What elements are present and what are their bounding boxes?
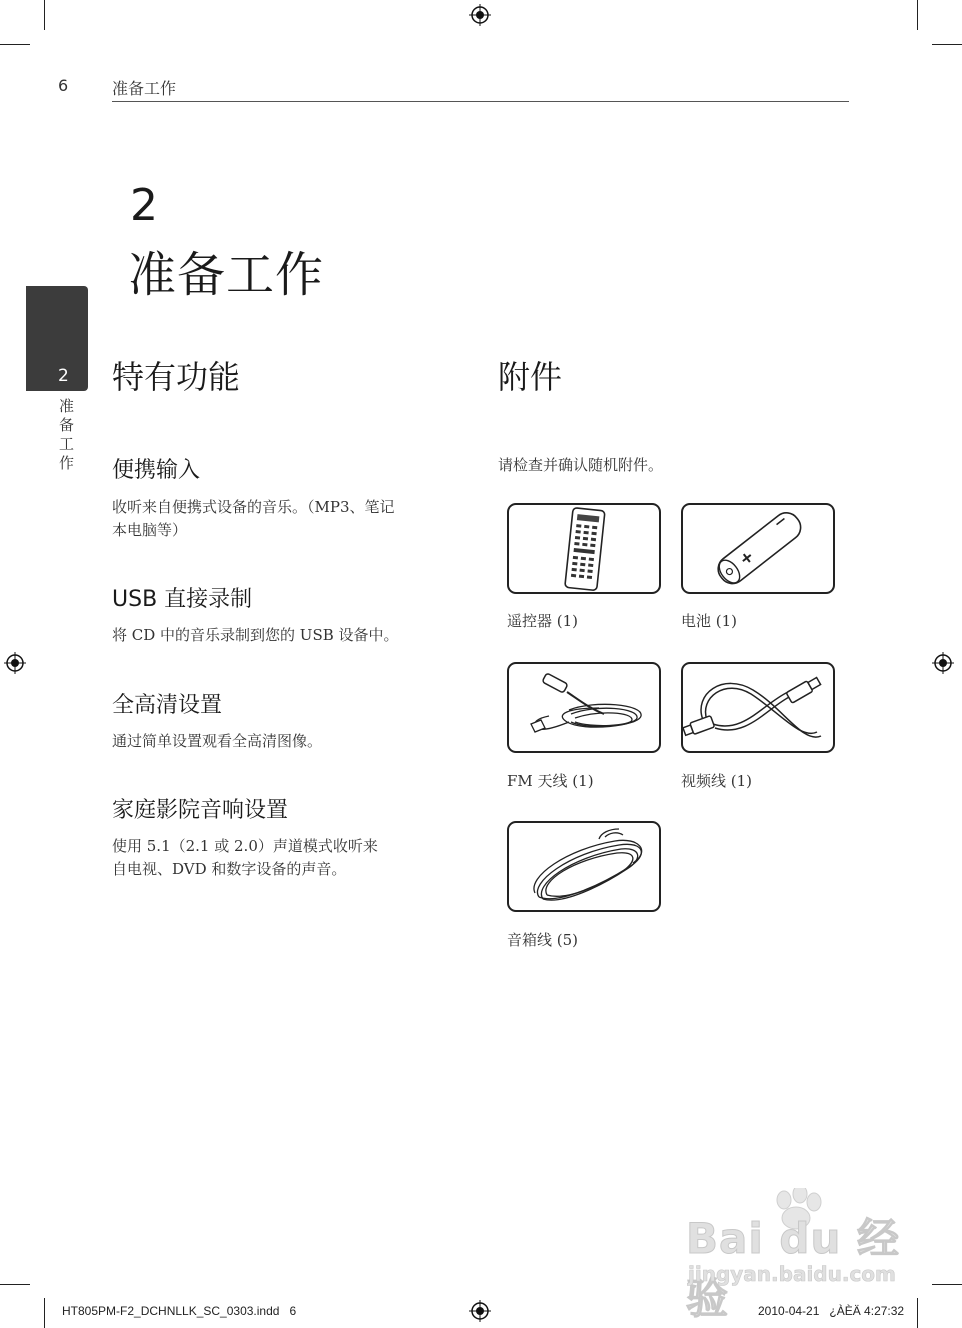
accessory-card-video-cable: [681, 662, 835, 753]
fm-antenna-icon: [509, 664, 659, 751]
registration-mark-icon: [932, 652, 954, 674]
crop-mark: [932, 1284, 962, 1285]
accessory-label: FM 天线 (1): [507, 772, 594, 790]
battery-icon: [683, 505, 833, 592]
accessory-label: 视频线 (1): [681, 772, 753, 790]
crop-mark: [0, 44, 30, 45]
chapter-side-tab: [26, 286, 88, 391]
registration-mark-icon: [469, 4, 491, 26]
feature-description-line: 将 CD 中的音乐录制到您的 USB 设备中。: [112, 626, 399, 644]
features-section-title: 特有功能: [112, 358, 241, 396]
chapter-title: 准备工作: [128, 247, 325, 303]
crop-mark: [44, 0, 45, 30]
chapter-number: 2: [130, 180, 158, 231]
crop-mark: [917, 1298, 918, 1328]
crop-mark: [0, 1284, 30, 1285]
crop-mark: [917, 0, 918, 30]
crop-mark: [44, 1298, 45, 1328]
feature-description-line: 自电视、DVD 和数字设备的声音。: [112, 860, 347, 878]
remote-control-icon: [509, 505, 659, 592]
feature-title: 全高清设置: [112, 693, 223, 718]
accessory-card-remote: [507, 503, 661, 594]
video-cable-icon: [683, 664, 833, 751]
feature-title: 便携输入: [112, 458, 201, 483]
watermark-url: jingyan.baidu.com: [688, 1262, 896, 1286]
accessories-intro: 请检查并确认随机附件。: [498, 456, 664, 474]
feature-description: [112, 835, 472, 881]
accessory-label: 电池 (1): [681, 612, 738, 630]
running-title: 准备工作: [112, 79, 177, 98]
feature-description-line: 收听来自便携式设备的音乐。（MP3、笔记: [112, 498, 395, 516]
page-number: 6: [58, 76, 69, 95]
feature-description: [112, 624, 472, 647]
accessory-card-fm-antenna: [507, 662, 661, 753]
feature-description: [112, 496, 472, 542]
accessory-card-battery: [681, 503, 835, 594]
side-tab-label: 准备工作: [57, 398, 75, 474]
accessory-label: 音箱线 (5): [507, 931, 579, 949]
registration-mark-icon: [4, 652, 26, 674]
footer-file-info: HT805PM-F2_DCHNLLK_SC_0303.indd 6: [62, 1304, 297, 1318]
registration-mark-icon: [469, 1300, 491, 1322]
feature-title: USB 直接录制: [112, 587, 253, 612]
accessory-card-speaker-cable: [507, 821, 661, 912]
header-rule: [112, 101, 849, 102]
footer-date-info: 2010-04-21 ¿ÀÈÄ 4:27:32: [758, 1304, 905, 1318]
accessories-section-title: 附件: [498, 358, 563, 396]
watermark-brand: Bai du 经验: [686, 1214, 900, 1323]
feature-description-line: 使用 5.1（2.1 或 2.0）声道模式收听来: [112, 837, 378, 855]
feature-description-line: 通过简单设置观看全高清图像。: [112, 732, 323, 750]
feature-title: 家庭影院音响设置: [112, 798, 289, 823]
accessory-label: 遥控器 (1): [507, 612, 579, 630]
feature-description: [112, 730, 472, 753]
speaker-cable-icon: [509, 823, 659, 910]
crop-mark: [932, 44, 962, 45]
side-tab-number: 2: [58, 366, 69, 386]
feature-description-line: 本电脑等）: [112, 521, 188, 539]
